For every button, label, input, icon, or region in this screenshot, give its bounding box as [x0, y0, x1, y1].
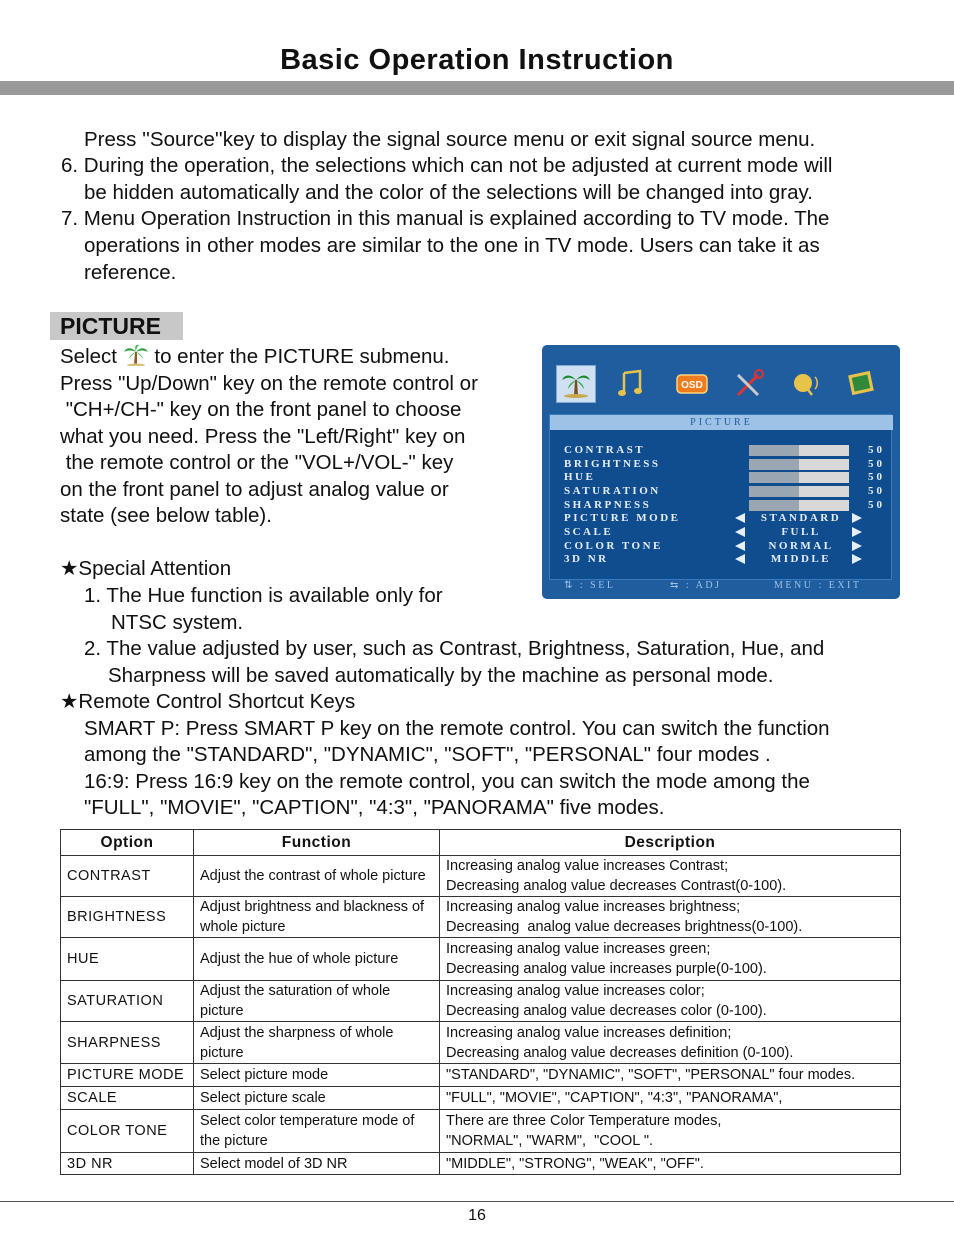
option-cell: SHARPNESS	[61, 1022, 194, 1064]
section-line: state (see below table).	[60, 504, 272, 527]
osd-icon	[674, 365, 714, 403]
attention-line: 2. The value adjusted by user, such as Contrast, Brightness, Saturation, Hue, and	[84, 637, 825, 660]
osd-option-label: 3D NR	[564, 553, 609, 565]
function-cell: Select picture scale	[194, 1087, 440, 1110]
osd-row-value: 50	[868, 444, 885, 456]
description-line: There are three Color Temperature modes,	[446, 1113, 722, 1129]
section-line: what you need. Press the "Left/Right" key on	[60, 425, 466, 448]
arrow-left-icon	[735, 527, 745, 537]
setup-icon	[730, 365, 770, 403]
osd-option-label: COLOR TONE	[564, 540, 663, 552]
description-cell	[440, 981, 901, 1022]
osd-level-fill	[749, 472, 799, 483]
osd-option-label: PICTURE MODE	[564, 512, 681, 524]
osd-level-fill	[749, 445, 799, 456]
option-cell: BRIGHTNESS	[61, 897, 194, 938]
description-cell	[440, 1153, 901, 1175]
description-line: Decreasing analog value decreases brightness(0-100).	[446, 919, 803, 935]
description-line: Increasing analog value increases Contrast;	[446, 858, 729, 874]
osd-option-value: NORMAL	[768, 540, 834, 552]
sound-icon	[614, 365, 654, 403]
description-line: Decreasing analog value decreases color (0-100).	[446, 1003, 767, 1019]
description-cell	[440, 897, 901, 938]
shortcut-line: SMART P: Press SMART P key on the remote control. You can switch the function	[84, 717, 830, 740]
osd-option-value: STANDARD	[760, 512, 842, 524]
table-row	[61, 981, 901, 1022]
description-cell	[440, 938, 901, 981]
osd-level-fill	[749, 486, 799, 497]
arrow-left-icon	[735, 554, 745, 564]
description-line: Increasing analog value increases brightness;	[446, 899, 741, 915]
function-cell: Adjust the contrast of whole picture	[194, 856, 440, 897]
osd-level-fill	[749, 459, 799, 470]
option-cell: HUE	[61, 938, 194, 981]
shortcut-line: 16:9: Press 16:9 key on the remote control, you can switch the mode among the	[84, 770, 810, 793]
section-line: on the front panel to adjust analog value or	[60, 478, 449, 501]
osd-picture-menu	[542, 345, 900, 599]
column-header-description: Description	[440, 830, 901, 856]
option-cell: PICTURE MODE	[61, 1064, 194, 1087]
option-cell: SCALE	[61, 1087, 194, 1110]
function-cell: Select picture mode	[194, 1064, 440, 1087]
osd-option-value: MIDDLE	[770, 553, 832, 565]
page-number: 16	[468, 1207, 486, 1224]
table-row	[61, 1087, 901, 1110]
description-cell	[440, 1110, 901, 1153]
star-icon: ★	[60, 557, 79, 580]
column-header-option: Option	[61, 830, 194, 856]
arrow-right-icon	[852, 554, 862, 564]
function-cell: Adjust the hue of whole picture	[194, 938, 440, 981]
function-cell: Select color temperature mode of the picture	[194, 1110, 440, 1153]
description-line: "MIDDLE", "STRONG", "WEAK", "OFF".	[446, 1155, 704, 1172]
description-line: Increasing analog value increases color;	[446, 983, 705, 999]
description-line: "STANDARD", "DYNAMIC", "SOFT", "PERSONAL" four modes.	[446, 1067, 856, 1083]
osd-row-label: CONTRAST	[564, 444, 646, 456]
star-icon: ★	[60, 690, 79, 713]
description-line: "NORMAL", "WARM", "COOL ".	[446, 1133, 654, 1149]
description-line: Increasing analog value increases definition;	[446, 1024, 732, 1041]
section-heading-picture: PICTURE	[50, 312, 183, 340]
intro-line: Press ''Source''key to display the signal source menu or exit signal source menu.	[84, 128, 816, 151]
intro-line: operations in other modes are similar to the one in TV mode. Users can take it as	[84, 234, 820, 257]
description-cell	[440, 856, 901, 897]
table-row	[61, 1064, 901, 1087]
attention-line: 1. The Hue function is available only for	[84, 584, 443, 607]
page-title: Basic Operation Instruction	[280, 44, 674, 76]
shortcut-line: among the "STANDARD", "DYNAMIC", "SOFT", "PERSONAL" four modes .	[84, 743, 771, 766]
attention-line: NTSC system.	[111, 611, 244, 634]
osd-level-slider	[749, 500, 849, 511]
function-cell: Adjust brightness and blackness of whole picture	[194, 897, 440, 938]
osd-level-slider	[749, 486, 849, 497]
description-cell	[440, 1087, 901, 1110]
svg-text:OSD: OSD	[681, 380, 703, 391]
table-row	[61, 856, 901, 897]
intro-line: 6. During the operation, the selections which can not be adjusted at current mode will	[61, 154, 833, 177]
osd-row-value: 50	[868, 499, 885, 511]
intro-line: be hidden automatically and the color of the selections will be changed into gray.	[84, 181, 813, 204]
function-cell: Select model of 3D NR	[194, 1153, 440, 1175]
osd-level-slider	[749, 472, 849, 483]
description-cell	[440, 1022, 901, 1064]
table-row	[61, 1022, 901, 1064]
footer-divider	[0, 1201, 954, 1202]
osd-footer-adj: ⇆ : ADJ	[670, 580, 722, 591]
attention-line: Sharpness will be saved automatically by the machine as personal mode.	[108, 664, 774, 687]
select-prefix: Select	[60, 345, 117, 368]
channel-icon	[786, 365, 826, 403]
picture-icon	[556, 365, 596, 403]
title-divider-bar	[0, 81, 954, 95]
section-line: Press "Up/Down" key on the remote control or	[60, 372, 478, 395]
select-instruction	[60, 344, 450, 371]
table-row	[61, 1110, 901, 1153]
option-cell: COLOR TONE	[61, 1110, 194, 1153]
arrow-right-icon	[852, 527, 862, 537]
option-cell: SATURATION	[61, 981, 194, 1022]
osd-footer-sel: ⇅ : SEL	[564, 580, 616, 591]
osd-row-label: SHARPNESS	[564, 499, 652, 511]
arrow-right-icon	[852, 541, 862, 551]
option-cell: CONTRAST	[61, 856, 194, 897]
osd-row-label: BRIGHTNESS	[564, 458, 661, 470]
description-line: Decreasing analog value decreases Contrast(0-100).	[446, 878, 787, 894]
description-line: "FULL", "MOVIE", "CAPTION", "4:3", "PANORAMA",	[446, 1090, 783, 1106]
osd-level-fill	[749, 500, 799, 511]
palm-tree-icon	[123, 344, 149, 366]
section-line: the remote control or the "VOL+/VOL-" key	[60, 451, 454, 474]
description-line: Decreasing analog value increases purple(0-100).	[446, 961, 767, 977]
osd-footer-exit: MENU : EXIT	[774, 580, 862, 591]
table-row	[61, 897, 901, 938]
special-attention-heading	[60, 556, 231, 583]
osd-level-slider	[749, 459, 849, 470]
osd-option-value: FULL	[781, 526, 821, 538]
option-cell: 3D NR	[61, 1153, 194, 1175]
function-cell: Adjust the saturation of whole picture	[194, 981, 440, 1022]
table-row	[61, 1153, 901, 1175]
description-line: Increasing analog value increases green;	[446, 941, 711, 957]
osd-row-value: 50	[868, 485, 885, 497]
select-suffix: to enter the PICTURE submenu.	[154, 345, 450, 368]
arrow-left-icon	[735, 541, 745, 551]
shortcut-label: Remote Control Shortcut Keys	[78, 690, 356, 713]
column-header-function: Function	[194, 830, 440, 856]
intro-line: reference.	[84, 261, 177, 284]
shortcut-line: "FULL", "MOVIE", "CAPTION", "4:3", "PANORAMA" five modes.	[84, 796, 665, 819]
arrow-right-icon	[852, 513, 862, 523]
description-line: Decreasing analog value decreases definition (0-100).	[446, 1044, 794, 1061]
section-line: "CH+/CH-" key on the front panel to choose	[60, 398, 462, 421]
osd-level-slider	[749, 445, 849, 456]
osd-option-label: SCALE	[564, 526, 614, 538]
osd-row-label: HUE	[564, 471, 596, 483]
osd-row-label: SATURATION	[564, 485, 661, 497]
osd-row-value: 50	[868, 471, 885, 483]
function-cell: Adjust the sharpness of whole picture	[194, 1022, 440, 1064]
shortcut-heading	[60, 689, 355, 716]
intro-line: 7. Menu Operation Instruction in this manual is explained according to TV mode. The	[61, 207, 830, 230]
description-cell	[440, 1064, 901, 1087]
osd-tab-picture: PICTURE	[550, 415, 893, 430]
picture-options-table	[60, 829, 901, 1175]
table-row	[61, 938, 901, 981]
function-icon	[842, 365, 882, 403]
arrow-left-icon	[735, 513, 745, 523]
special-attention-label: Special Attention	[78, 557, 232, 580]
osd-row-value: 50	[868, 458, 885, 470]
osd-picture-panel	[549, 414, 892, 580]
